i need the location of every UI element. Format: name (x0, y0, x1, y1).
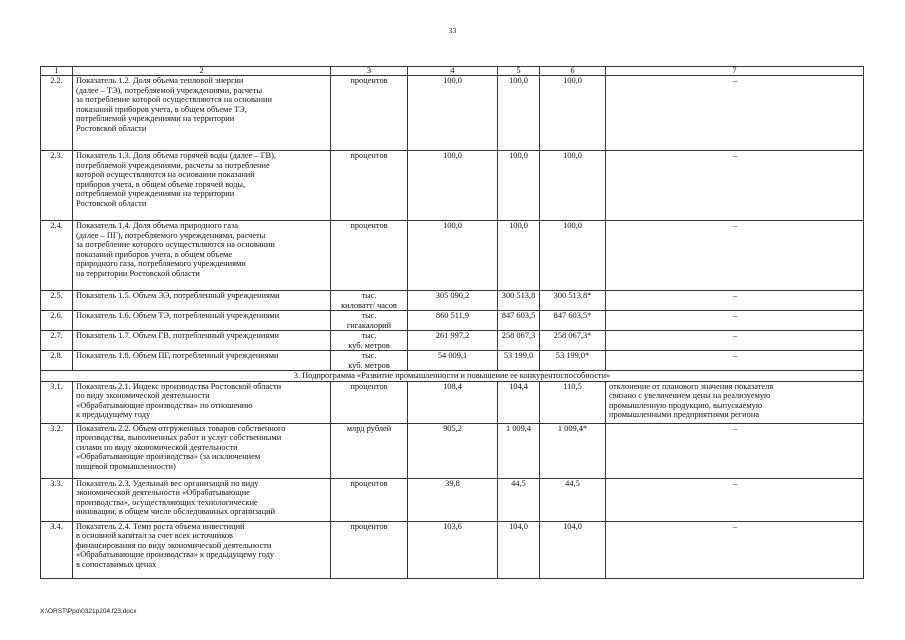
unit-of-measure: тыс. гигакалорий (331, 311, 408, 331)
deviation-note: отклонение от планового значения показателя связано с увеличением цены на реализуемую промышленную продукцию, выпускаемую промышленными предприятиями региона (606, 381, 864, 423)
unit-of-measure: процентов (331, 151, 408, 221)
deviation-note: – (606, 291, 864, 311)
deviation-note: – (606, 351, 864, 371)
unit-of-measure: процентов (331, 381, 408, 423)
value-cell: 110,5 (540, 381, 606, 423)
column-header: 4 (408, 67, 498, 76)
table-row (41, 331, 864, 351)
row-number: 3.4. (41, 521, 73, 578)
row-number: 3.1. (41, 381, 73, 423)
deviation-note: – (606, 331, 864, 351)
value-cell: 100,0 (540, 221, 606, 291)
indicator-name: Показатель 1.7. Объем ГВ, потребленный учреждениями (73, 331, 331, 351)
indicators-table (40, 66, 864, 579)
value-cell: 53 199,0 (498, 351, 540, 371)
value-cell: 100,0 (408, 221, 498, 291)
value-cell: 258 067,3* (540, 331, 606, 351)
value-cell: 100,0 (408, 76, 498, 151)
indicator-name: Показатель 1.2. Доля объема тепловой энергии (далее – ТЭ), потребляемой учреждениями, расчеты за потребление которой осуществляются на основании показаний приборов учета, в общем объеме ТЭ, потребляемой учреждениями на территории Ростовской области (73, 76, 331, 151)
value-cell: 53 199,0* (540, 351, 606, 371)
value-cell: 300 513,8* (540, 291, 606, 311)
row-number: 2.6. (41, 311, 73, 331)
table-row (41, 76, 864, 151)
row-number: 3.3. (41, 478, 73, 521)
row-number: 2.3. (41, 151, 73, 221)
file-path-footer: X:\ORST\Ppo\0321p204.f23.docx (40, 608, 137, 615)
deviation-note: – (606, 478, 864, 521)
value-cell: 108,4 (408, 381, 498, 423)
value-cell: 100,0 (540, 76, 606, 151)
page-number: 33 (448, 26, 457, 35)
value-cell: 1 009,4 (498, 423, 540, 478)
row-number: 2.7. (41, 331, 73, 351)
table-row (41, 311, 864, 331)
indicator-name: Показатель 1.8. Объем ПГ, потребленный учреждениями (73, 351, 331, 371)
indicator-name: Показатель 1.5. Объем ЭЭ, потребленный учреждениями (73, 291, 331, 311)
column-header: 3 (331, 67, 408, 76)
row-number: 3.2. (41, 423, 73, 478)
unit-of-measure: тыс. куб. метров (331, 331, 408, 351)
deviation-note: – (606, 423, 864, 478)
value-cell: 103,6 (408, 521, 498, 578)
row-number: 2.5. (41, 291, 73, 311)
column-header: 5 (498, 67, 540, 76)
indicator-name: Показатель 2.4. Темп роста объема инвестиций в основной капитал за счет всех источников финансирования по виду экономической деятельности «Обрабатывающие производства» к предыдущему году в сопоставимых ценах (73, 521, 331, 578)
value-cell: 261 997,2 (408, 331, 498, 351)
value-cell: 39,8 (408, 478, 498, 521)
deviation-note: – (606, 76, 864, 151)
value-cell: 860 511,9 (408, 311, 498, 331)
value-cell: 104,0 (498, 521, 540, 578)
value-cell: 100,0 (498, 221, 540, 291)
value-cell: 300 513,8 (498, 291, 540, 311)
value-cell: 100,0 (408, 151, 498, 221)
indicator-name: Показатель 1.3. Доля объема горячей воды (далее – ГВ), потребляемой учреждениями, расчеты за потребление которой осуществляются на основании показаний приборов учета, в общем объеме горячей воды, потребляемой учреждениями на территории Ростовской области (73, 151, 331, 221)
column-header: 2 (73, 67, 331, 76)
value-cell: 305 090,2 (408, 291, 498, 311)
value-cell: 847 603,5 (498, 311, 540, 331)
value-cell: 104,4 (498, 381, 540, 423)
unit-of-measure: процентов (331, 221, 408, 291)
deviation-note: – (606, 221, 864, 291)
value-cell: 54 009,1 (408, 351, 498, 371)
column-header: 6 (540, 67, 606, 76)
value-cell: 44,5 (540, 478, 606, 521)
row-number: 2.4. (41, 221, 73, 291)
section-title: 3. Подпрограмма «Развитие промышленности и повышение ее конкурентоспособности» (41, 371, 864, 381)
column-header: 7 (606, 67, 864, 76)
indicator-name: Показатель 1.6. Объем ТЭ, потребленный учреждениями (73, 311, 331, 331)
table-row (41, 151, 864, 221)
value-cell: 44,5 (498, 478, 540, 521)
row-number: 2.2. (41, 76, 73, 151)
value-cell: 1 009,4* (540, 423, 606, 478)
value-cell: 905,2 (408, 423, 498, 478)
value-cell: 100,0 (540, 151, 606, 221)
table-row (41, 351, 864, 371)
value-cell: 100,0 (498, 76, 540, 151)
table-row (41, 521, 864, 578)
unit-of-measure: тыс. киловатт/ часов (331, 291, 408, 311)
indicator-name: Показатель 2.3. Удельный вес организаций по виду экономической деятельности «Обрабатывающие производства», осуществляющих технологические инновации, в общем числе обследованных организаций (73, 478, 331, 521)
unit-of-measure: процентов (331, 478, 408, 521)
table-row (41, 478, 864, 521)
section-row (41, 371, 864, 381)
deviation-note: – (606, 151, 864, 221)
header-row (41, 67, 864, 76)
deviation-note: – (606, 311, 864, 331)
table-row (41, 381, 864, 423)
unit-of-measure: млрд рублей (331, 423, 408, 478)
table-row (41, 221, 864, 291)
value-cell: 104,0 (540, 521, 606, 578)
value-cell: 847 603,5* (540, 311, 606, 331)
table-row (41, 423, 864, 478)
indicator-name: Показатель 2.1. Индекс производства Ростовской области по виду экономической деятельности «Обрабатывающие производства» по отношению к предыдущему году (73, 381, 331, 423)
deviation-note: – (606, 521, 864, 578)
indicator-name: Показатель 2.2. Объем отгруженных товаров собственного производства, выполненных работ и услуг собственными силами по виду экономической деятельности «Обрабатывающие производства» (за исключением пищевой промышленности) (73, 423, 331, 478)
column-header: 1 (41, 67, 73, 76)
value-cell: 100,0 (498, 151, 540, 221)
unit-of-measure: тыс. куб. метров (331, 351, 408, 371)
unit-of-measure: процентов (331, 521, 408, 578)
row-number: 2.8. (41, 351, 73, 371)
unit-of-measure: процентов (331, 76, 408, 151)
table-row (41, 291, 864, 311)
value-cell: 258 067,3 (498, 331, 540, 351)
indicator-name: Показатель 1.4. Доля объема природного газа (далее – ПГ), потребляемого учреждениями, расчеты за потребление которого осуществляются на основании показаний приборов учета, в общем объеме природного газа, потребляемого учреждениями на территории Ростовской области (73, 221, 331, 291)
